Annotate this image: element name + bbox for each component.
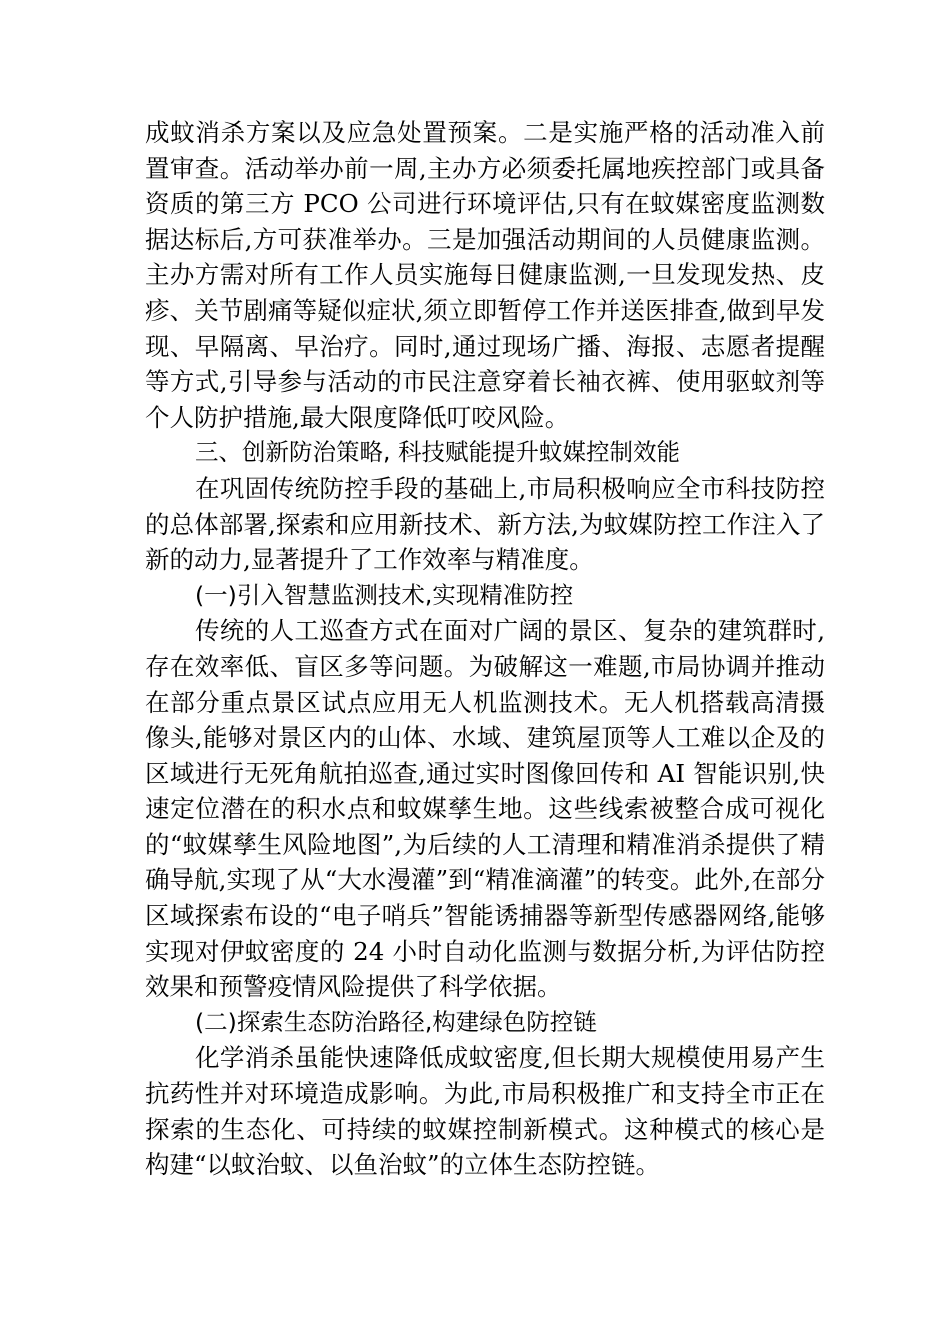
paragraph: 在巩固传统防控手段的基础上,市局积极响应全市科技防控的总体部署,探索和应用新技术、新方法,为蚊媒防控工作注入了新的动力,显著提升了工作效率与精准度。 bbox=[145, 473, 825, 575]
document-page bbox=[145, 115, 825, 1183]
paragraph-continued: 成蚊消杀方案以及应急处置预案。二是实施严格的活动准入前置审查。活动举办前一周,主办方必须委托属地疾控部门或具备资质的第三方 PCO 公司进行环境评估,只有在蚊媒密度监测数据达标后,方可获准举办。三是加强活动期间的人员健康监测。主办方需对所有工作人员实施每日健康监测,一旦发现发热、皮疹、关节剧痛等疑似症状,须立即暂停工作并送医排查,做到早发现、早隔离、早治疗。同时,通过现场广播、海报、志愿者提醒等方式,引导参与活动的市民注意穿着长袖衣裤、使用驱蚊剂等个人防护措施,最大限度降低叮咬风险。 bbox=[145, 118, 825, 432]
subsection-heading-1: (一)引入智慧监测技术,实现精准防控 bbox=[195, 580, 574, 609]
section-heading: 三、创新防治策略, 科技赋能提升蚊媒控制效能 bbox=[195, 438, 680, 467]
paragraph: 传统的人工巡查方式在面对广阔的景区、复杂的建筑群时,存在效率低、盲区多等问题。为破解这一难题,市局协调并推动在部分重点景区试点应用无人机监测技术。无人机搭载高清摄像头,能够对景区内的山体、水域、建筑屋顶等人工难以企及的区域进行无死角航拍巡查,通过实时图像回传和 AI 智能识别,快速定位潜在的积水点和蚊媒孳生地。这些线索被整合成可视化的“蚊媒孳生风险地图”,为后续的人工清理和精准消杀提供了精确导航,实现了从“大水漫灌”到“精准滴灌”的转变。此外,在部分区域探索布设的“电子哨兵”智能诱捕器等新型传感器网络,能够实现对伊蚊密度的 24 小时自动化监测与数据分析,为评估防控效果和预警疫情风险提供了科学依据。 bbox=[145, 616, 825, 1002]
paragraph: 化学消杀虽能快速降低成蚊密度,但长期大规模使用易产生抗药性并对环境造成影响。为此,市局积极推广和支持全市正在探索的生态化、可持续的蚊媒控制新模式。这种模式的核心是构建“以蚊治蚊、以鱼治蚊”的立体生态防控链。 bbox=[145, 1043, 825, 1180]
subsection-heading-2: (二)探索生态防治路径,构建绿色防控链 bbox=[195, 1007, 597, 1036]
